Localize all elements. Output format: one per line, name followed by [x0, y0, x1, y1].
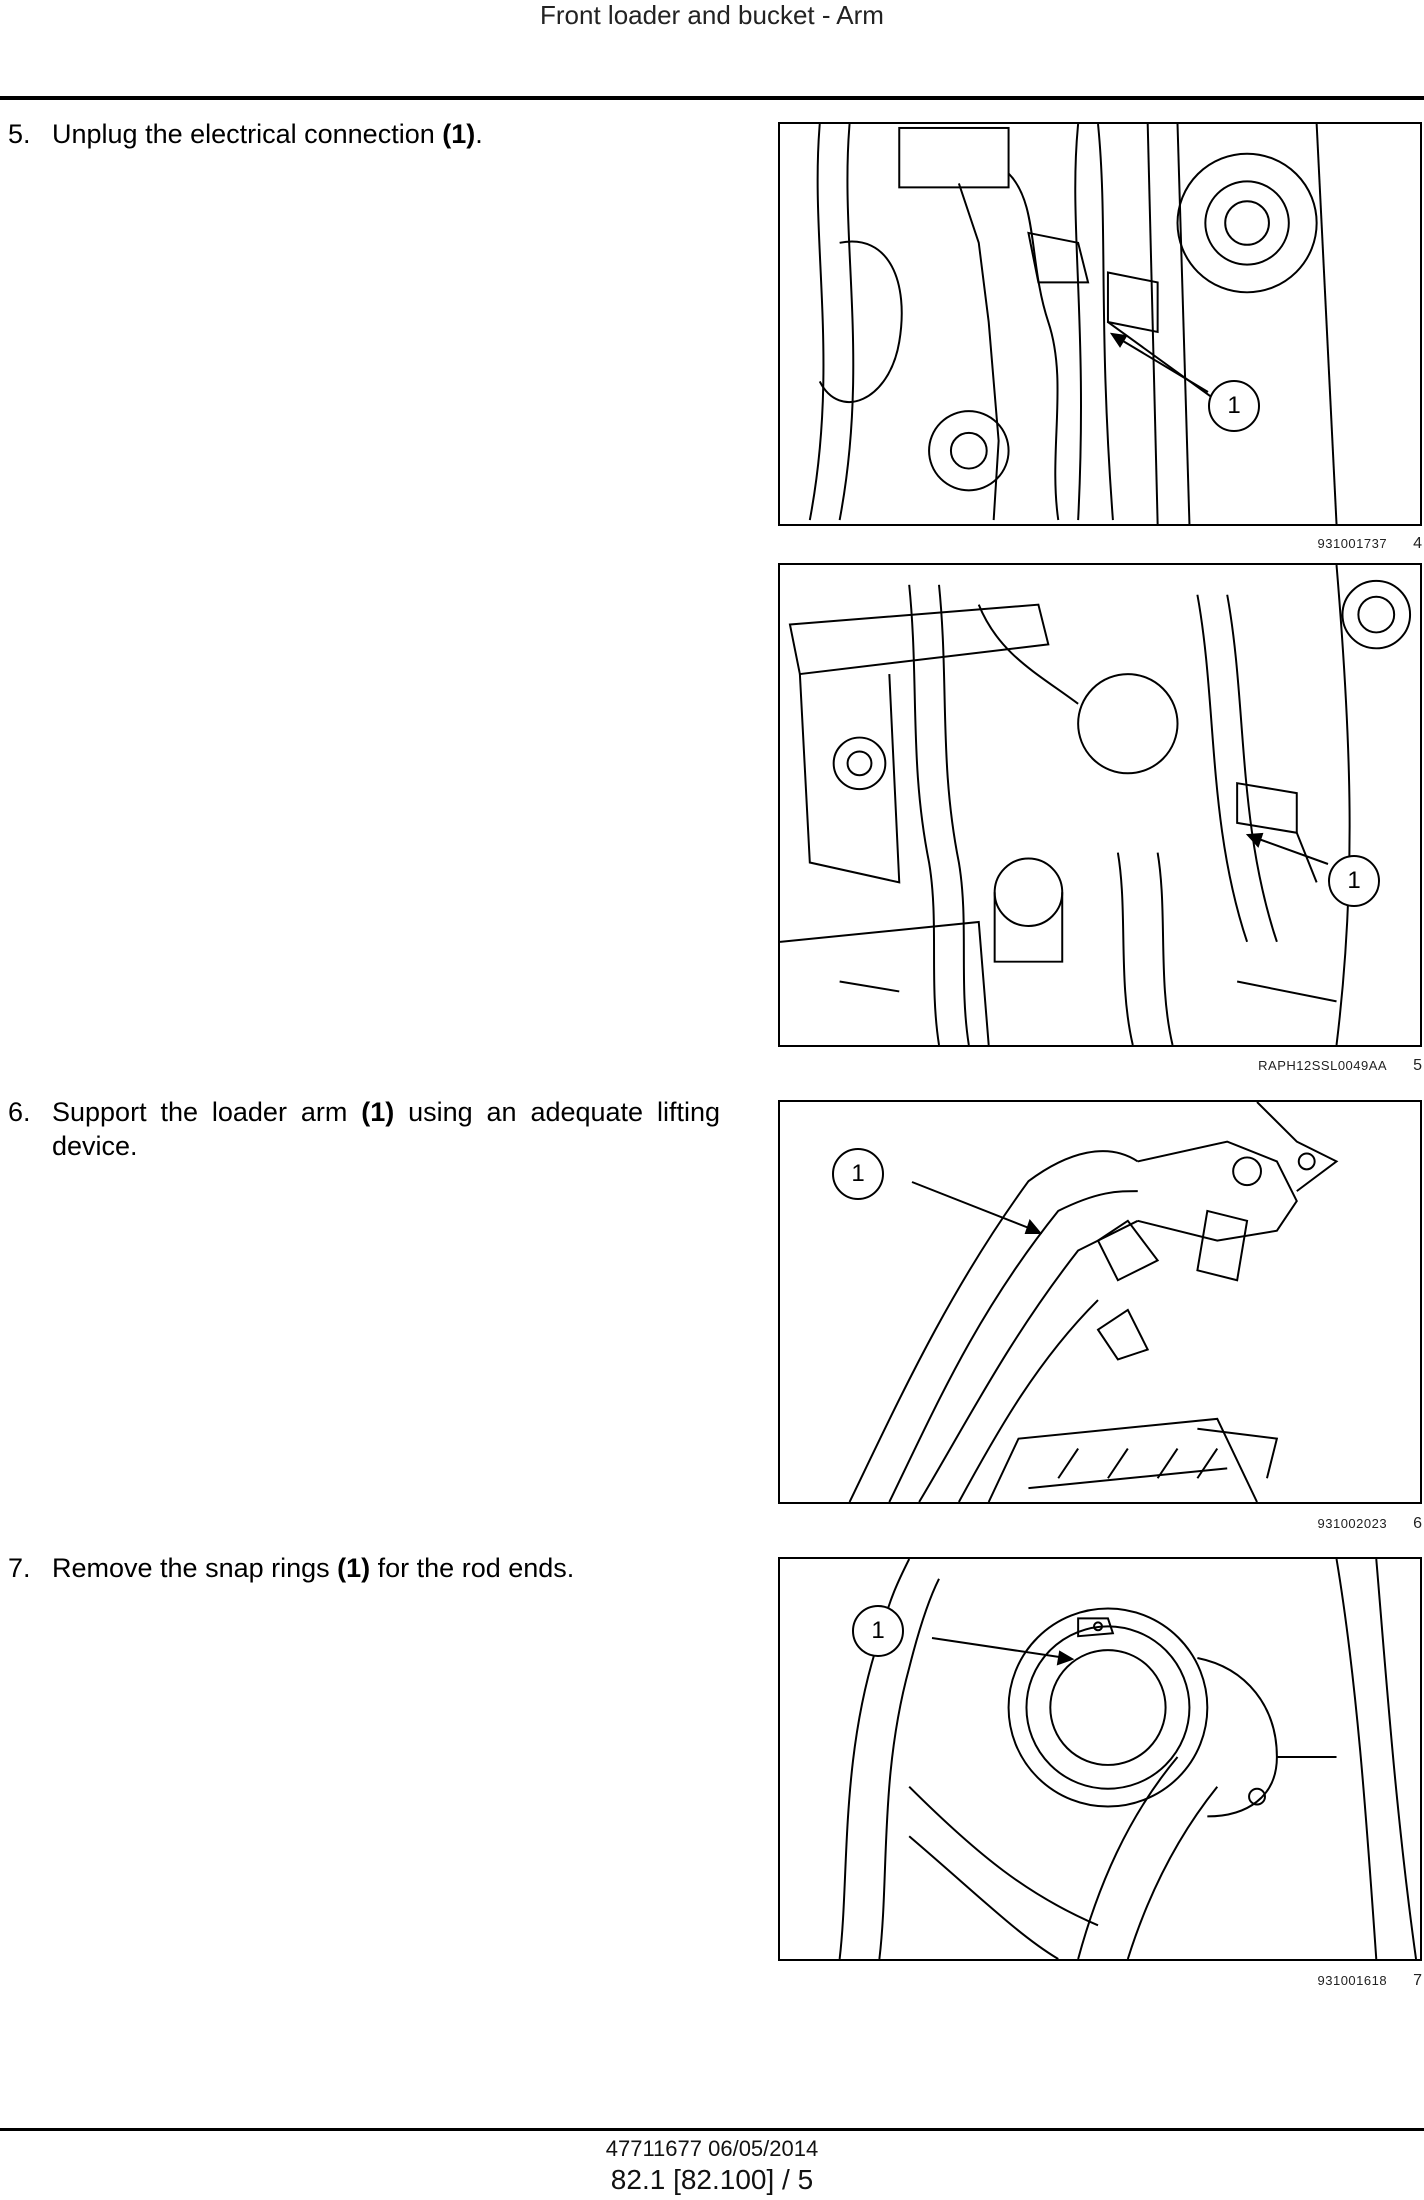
figure-callout: 1 [1328, 855, 1380, 907]
reference-callout: (1) [337, 1553, 371, 1583]
step-number: 6. [8, 1097, 31, 1127]
figure-callout: 1 [1208, 380, 1260, 432]
step-7 [8, 1551, 720, 1585]
figure-5-caption [778, 1058, 1422, 1074]
figure-7-snap-ring [778, 1557, 1422, 1961]
figure-5-drawing [780, 565, 1420, 1045]
header-rule [0, 96, 1424, 100]
figure-6-caption [778, 1516, 1422, 1532]
reference-callout: (1) [361, 1097, 395, 1127]
step-text: Support the loader arm (1) using an adequate lifting device. [52, 1097, 720, 1161]
figure-number: 4 [1413, 535, 1422, 552]
figure-id: RAPH12SSL0049AA [1258, 1058, 1388, 1073]
figure-4-drawing [780, 124, 1420, 524]
step-5 [8, 117, 720, 151]
page-header-title: Front loader and bucket - Arm [540, 0, 884, 30]
footer-page-reference: 82.1 [82.100] / 5 [610, 2164, 814, 2195]
step-number: 5. [8, 119, 31, 149]
figure-5-electrical-connection [778, 563, 1422, 1047]
step-text: Unplug the electrical connection (1). [52, 119, 483, 149]
reference-callout: (1) [442, 119, 476, 149]
step-number: 7. [8, 1553, 31, 1583]
figure-7-caption [778, 1973, 1422, 1989]
figure-callout: 1 [852, 1605, 904, 1657]
footer-rule [0, 2128, 1424, 2131]
figure-number: 6 [1413, 1515, 1422, 1532]
figure-6-loader-arm [778, 1100, 1422, 1504]
step-6 [8, 1095, 720, 1163]
figure-id: 931001737 [1317, 536, 1388, 551]
figure-4-caption [778, 536, 1422, 552]
figure-number: 5 [1413, 1057, 1422, 1074]
figure-callout: 1 [832, 1148, 884, 1200]
figure-id: 931002023 [1317, 1516, 1388, 1531]
footer-doc-reference: 47711677 06/05/2014 [605, 2136, 819, 2161]
step-text: Remove the snap rings (1) for the rod ends. [52, 1553, 575, 1583]
figure-4-electrical-connection [778, 122, 1422, 526]
figure-id: 931001618 [1317, 1973, 1388, 1988]
figure-number: 7 [1413, 1972, 1422, 1989]
